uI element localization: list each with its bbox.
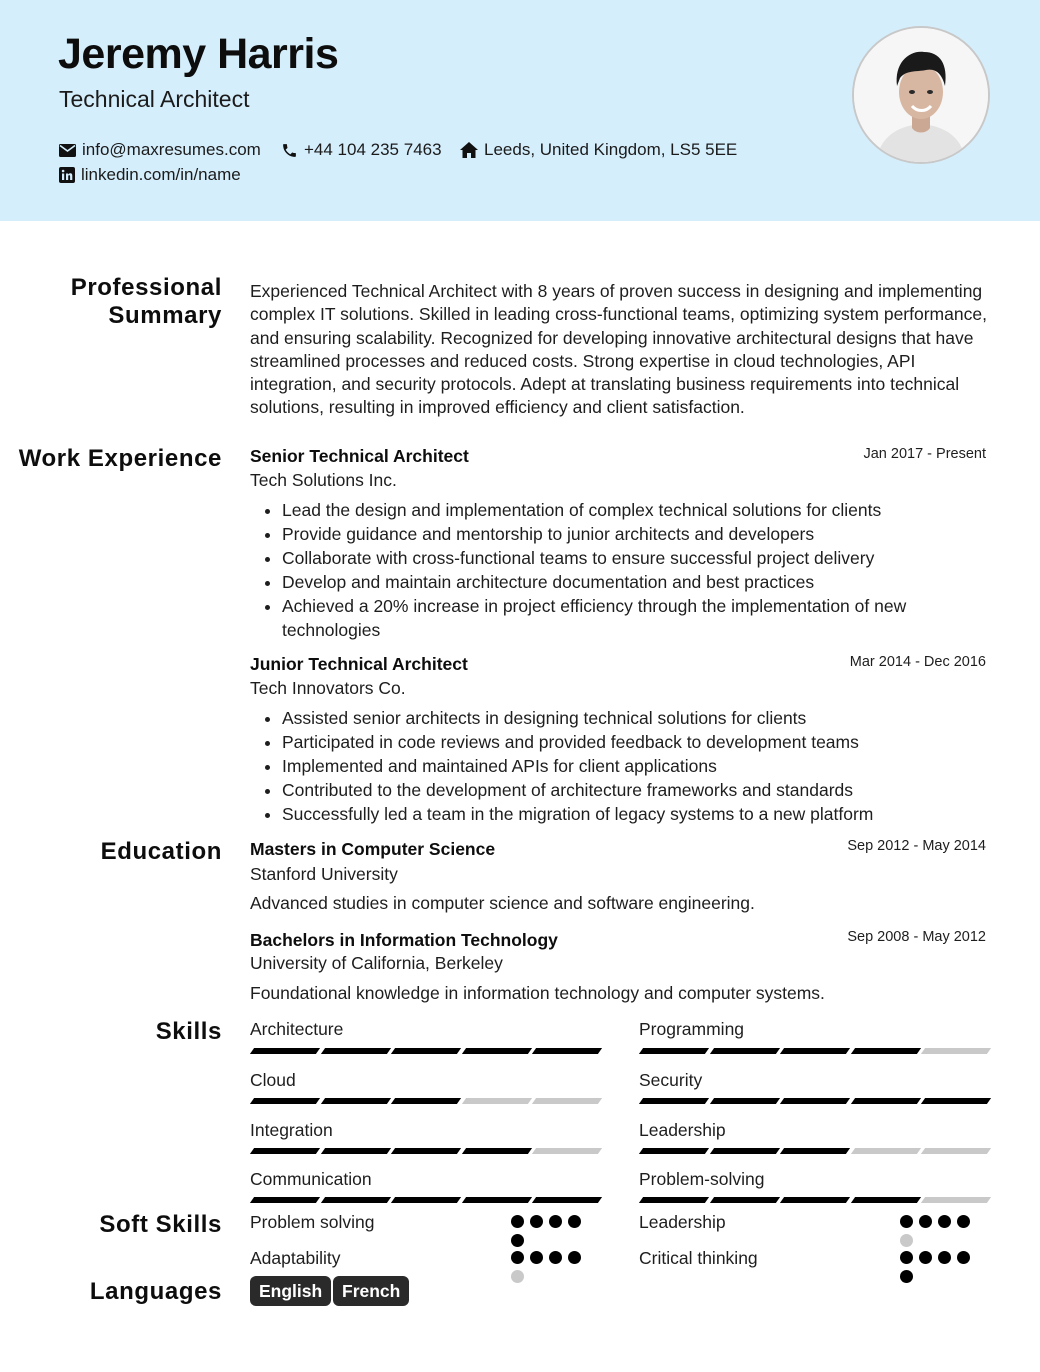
skill-level-bar: [252, 1048, 600, 1054]
rating-dot: [511, 1270, 524, 1283]
section-title-languages: Languages: [89, 1278, 222, 1305]
skill-level-segment: [850, 1098, 920, 1104]
rating-dot: [919, 1251, 932, 1264]
rating-dot: [900, 1251, 913, 1264]
skill-level-segment: [780, 1197, 850, 1203]
list-item: • Contributed to the development of architecture frameworks and standards: [282, 778, 982, 802]
rating-dot: [530, 1215, 543, 1228]
skill-level-segment: [639, 1048, 709, 1054]
rating-dot: [938, 1215, 951, 1228]
skill-level-segment: [921, 1197, 991, 1203]
list-item: • Successfully led a team in the migration of legacy systems to a new platform: [282, 802, 982, 826]
skill-level-segment: [639, 1098, 709, 1104]
skill-name: Security: [639, 1070, 703, 1090]
skill-level-segment: [320, 1197, 390, 1203]
linkedin-contact[interactable]: [59, 165, 241, 185]
skill-name: Programming: [639, 1019, 745, 1039]
skill-level-segment: [532, 1048, 602, 1054]
linkedin-icon: [59, 167, 75, 183]
candidate-role: Technical Architect: [59, 86, 250, 112]
degree-title: Masters in Computer Science: [250, 839, 496, 859]
job-title: Junior Technical Architect: [250, 654, 468, 674]
job-dates: Jan 2017 - Present: [863, 446, 986, 462]
rating-dot: [938, 1251, 951, 1264]
skill-level-segment: [780, 1148, 850, 1154]
skill-level-segment: [391, 1048, 461, 1054]
language-tag-english: English: [250, 1276, 331, 1306]
skill-level-segment: [391, 1197, 461, 1203]
skill-level-segment: [850, 1048, 920, 1054]
education-dates: Sep 2008 - May 2012: [847, 929, 986, 945]
phone-text: +44 104 235 7463: [304, 140, 442, 159]
skill-level-segment: [250, 1197, 320, 1203]
location-contact: [460, 140, 737, 160]
list-item: • Develop and maintain architecture documentation and best practices: [282, 570, 982, 594]
skill-name: Leadership: [639, 1120, 726, 1140]
email-contact[interactable]: [59, 140, 261, 160]
skill-level-segment: [709, 1197, 779, 1203]
skill-level-segment: [709, 1148, 779, 1154]
list-item: • Participated in code reviews and provided feedback to development teams: [282, 730, 982, 754]
skill-name: Problem-solving: [639, 1169, 765, 1189]
rating-dot: [900, 1270, 913, 1283]
job-bullets: [250, 706, 982, 826]
skill-level-segment: [709, 1048, 779, 1054]
school-name: University of California, Berkeley: [250, 953, 503, 973]
summary-text: Experienced Technical Architect with 8 years of proven success in designing and implementing complex IT solutions. Skilled in leading cross-functional teams, optimizing system performance, and ensuring scalability. Recognized for developing innovative architectural designs that have streamlined processes and reduced costs. Strong expertise in cloud technologies, API integration, and security protocols. Adept at translating business requirements into technical solutions, resulting in improved efficiency and client satisfaction.: [250, 281, 987, 418]
skill-level-segment: [250, 1098, 320, 1104]
skill-level-segment: [461, 1197, 531, 1203]
skill-level-bar: [252, 1098, 600, 1104]
skill-level-segment: [250, 1048, 320, 1054]
section-title-soft-skills: Soft Skills: [99, 1211, 222, 1238]
rating-dot: [957, 1251, 970, 1264]
linkedin-text: linkedin.com/in/name: [81, 165, 241, 184]
envelope-icon: [59, 144, 76, 157]
skill-level-segment: [532, 1197, 602, 1203]
education-description: Advanced studies in computer science and software engineering.: [250, 893, 755, 913]
section-title-summary: Professional Summary: [70, 274, 222, 329]
skill-level-segment: [780, 1048, 850, 1054]
skill-level-segment: [921, 1148, 991, 1154]
soft-skill-name: Critical thinking: [639, 1248, 758, 1268]
job-title: Senior Technical Architect: [250, 446, 469, 466]
rating-dot: [511, 1234, 524, 1247]
skill-level-segment: [780, 1098, 850, 1104]
skill-level-segment: [320, 1048, 390, 1054]
soft-skill-name: Leadership: [639, 1212, 726, 1232]
soft-skill-rating: [511, 1251, 591, 1283]
location-text: Leeds, United Kingdom, LS5 5EE: [484, 140, 738, 159]
education-description: Foundational knowledge in information technology and computer systems.: [250, 983, 825, 1003]
school-name: Stanford University: [250, 864, 398, 884]
soft-skill-name: Problem solving: [250, 1212, 375, 1232]
skill-level-segment: [850, 1197, 920, 1203]
skill-level-segment: [639, 1148, 709, 1154]
rating-dot: [568, 1215, 581, 1228]
candidate-name: Jeremy Harris: [58, 30, 339, 78]
skill-level-bar: [252, 1197, 600, 1203]
education-dates: Sep 2012 - May 2014: [847, 838, 986, 854]
rating-dot: [530, 1251, 543, 1264]
skill-level-segment: [391, 1098, 461, 1104]
rating-dot: [549, 1251, 562, 1264]
list-item: • Collaborate with cross-functional teams to ensure successful project delivery: [282, 546, 982, 570]
rating-dot: [957, 1215, 970, 1228]
skill-level-bar: [641, 1197, 989, 1203]
skill-level-segment: [532, 1098, 602, 1104]
list-item: • Provide guidance and mentorship to junior architects and developers: [282, 522, 982, 546]
section-title-experience: Work Experience: [18, 445, 222, 472]
home-icon: [460, 142, 478, 158]
skill-level-bar: [252, 1148, 600, 1154]
skill-level-segment: [461, 1148, 531, 1154]
list-item: • Lead the design and implementation of complex technical solutions for clients: [282, 498, 982, 522]
rating-dot: [900, 1234, 913, 1247]
soft-skill-name: Adaptability: [250, 1248, 341, 1268]
skill-level-segment: [461, 1048, 531, 1054]
list-item: • Assisted senior architects in designing technical solutions for clients: [282, 706, 982, 730]
skill-level-segment: [921, 1098, 991, 1104]
phone-icon: [281, 142, 298, 159]
skill-level-segment: [461, 1098, 531, 1104]
skill-level-segment: [709, 1098, 779, 1104]
skill-name: Communication: [250, 1169, 372, 1189]
skill-name: Architecture: [250, 1019, 344, 1039]
skill-name: Cloud: [250, 1070, 296, 1090]
job-company: Tech Innovators Co.: [250, 678, 406, 698]
job-dates: Mar 2014 - Dec 2016: [849, 654, 986, 670]
skill-name: Integration: [250, 1120, 333, 1140]
skill-level-segment: [391, 1148, 461, 1154]
email-text: info@maxresumes.com: [82, 140, 261, 159]
skill-level-segment: [532, 1148, 602, 1154]
skill-level-bar: [641, 1048, 989, 1054]
header-banner: [0, 0, 1040, 221]
rating-dot: [919, 1215, 932, 1228]
skill-level-segment: [850, 1148, 920, 1154]
rating-dot: [511, 1215, 524, 1228]
skill-level-segment: [320, 1148, 390, 1154]
rating-dot: [568, 1251, 581, 1264]
list-item: • Achieved a 20% increase in project efficiency through the implementation of new technologies: [282, 594, 982, 642]
skill-level-bar: [641, 1148, 989, 1154]
skill-level-segment: [921, 1048, 991, 1054]
rating-dot: [900, 1215, 913, 1228]
section-title-education: Education: [100, 838, 222, 865]
soft-skill-rating: [511, 1215, 591, 1247]
soft-skill-rating: [900, 1215, 980, 1247]
section-title-skills: Skills: [155, 1018, 222, 1045]
skill-level-segment: [639, 1197, 709, 1203]
skill-level-segment: [250, 1148, 320, 1154]
soft-skill-rating: [900, 1251, 980, 1283]
job-bullets: [250, 498, 982, 642]
profile-photo: [852, 26, 990, 164]
job-company: Tech Solutions Inc.: [250, 470, 397, 490]
skill-level-segment: [320, 1098, 390, 1104]
degree-title: Bachelors in Information Technology: [250, 930, 558, 950]
rating-dot: [511, 1251, 524, 1264]
list-item: • Implemented and maintained APIs for client applications: [282, 754, 982, 778]
skill-level-bar: [641, 1098, 989, 1104]
phone-contact[interactable]: [281, 140, 442, 160]
rating-dot: [549, 1215, 562, 1228]
language-tag-french: French: [333, 1276, 409, 1306]
